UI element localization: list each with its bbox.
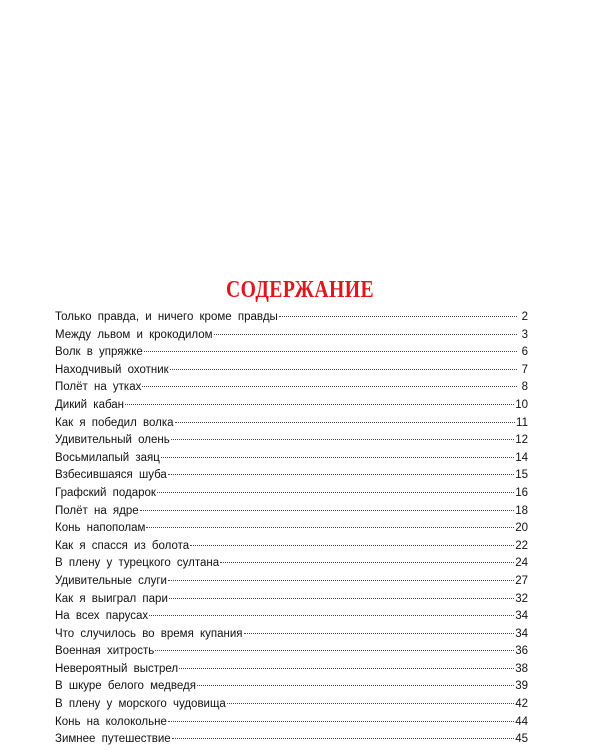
toc-entry-page: 39 [515, 680, 528, 693]
toc-leader-dots [168, 721, 514, 722]
toc-entry-page: 42 [515, 698, 528, 711]
toc-entry [55, 485, 528, 503]
toc-entry-title: Дикий кабан [55, 398, 125, 411]
toc-entry-page: 45 [515, 733, 528, 746]
toc-entry [55, 309, 528, 327]
toc-entry [55, 344, 528, 362]
toc-entry-page: 12 [515, 434, 528, 447]
toc-entry-page: 6 [521, 346, 528, 359]
toc-entry [55, 573, 528, 591]
toc-entry-title: В плену у морского чудовища [55, 698, 226, 711]
toc-entry-page: 27 [515, 574, 528, 587]
toc-entry-title: Восьмилапый заяц [55, 451, 160, 464]
toc-entry [55, 432, 528, 450]
toc-entry-page: 14 [515, 451, 528, 464]
toc-entry-title: Полёт на ядре [55, 504, 139, 517]
toc-entry [55, 503, 528, 521]
toc-entry-page: 22 [515, 539, 528, 552]
toc-entry [55, 714, 528, 732]
toc-entry [55, 362, 528, 380]
toc-entry-title: В плену у турецкого султана [55, 557, 220, 570]
toc-entry-title: Как я победил волка [55, 416, 174, 429]
toc-leader-dots [190, 545, 514, 546]
toc-entry [55, 696, 528, 714]
toc-entry-title: Взбесившаяся шуба [55, 469, 167, 482]
table-of-contents [55, 309, 528, 749]
toc-entry [55, 415, 528, 433]
toc-entry-page: 2 [521, 311, 528, 323]
toc-entry-title: Графский подарок [55, 486, 156, 499]
toc-leader-dots [220, 562, 514, 563]
toc-entry [55, 327, 528, 345]
toc-entry-page: 8 [521, 381, 528, 394]
toc-entry-page: 16 [515, 486, 528, 499]
toc-leader-dots [179, 668, 514, 669]
toc-entry [55, 397, 528, 415]
toc-entry-title: Полёт на утках [55, 381, 142, 394]
toc-entry-page: 44 [515, 715, 528, 728]
toc-leader-dots [227, 703, 514, 704]
toc-leader-dots [279, 316, 517, 317]
toc-entry-page: 24 [515, 557, 528, 570]
toc-entry-page: 34 [515, 627, 528, 640]
toc-entry-title: Находчивый охотник [55, 363, 169, 376]
toc-entry-page: 3 [521, 328, 528, 341]
toc-leader-dots [172, 738, 515, 739]
toc-leader-dots [170, 369, 517, 370]
toc-entry-page: 7 [521, 363, 528, 376]
toc-leader-dots [157, 492, 514, 493]
toc-entry-page: 38 [515, 662, 528, 675]
toc-entry-title: Конь на колокольне [55, 715, 167, 728]
toc-entry [55, 591, 528, 609]
toc-leader-dots [149, 615, 514, 616]
toc-leader-dots [161, 457, 514, 458]
toc-leader-dots [214, 334, 517, 335]
toc-leader-dots [168, 474, 514, 475]
toc-leader-dots [142, 386, 517, 387]
toc-leader-dots [146, 527, 514, 528]
toc-entry-title: Волк в упряжке [55, 346, 143, 359]
toc-entry [55, 538, 528, 556]
toc-entry-title: Что случилось во время купания [55, 627, 243, 640]
toc-entry-title: Зимнее путешествие [55, 733, 171, 746]
toc-leader-dots [155, 650, 514, 651]
toc-leader-dots [125, 404, 514, 405]
toc-leader-dots [175, 422, 516, 423]
toc-entry-page: 36 [515, 645, 528, 658]
toc-leader-dots [168, 580, 514, 581]
toc-entry [55, 678, 528, 696]
toc-entry-title: Конь напополам [55, 522, 146, 535]
toc-entry-page: 34 [515, 610, 528, 623]
toc-entry-page: 18 [515, 504, 528, 517]
toc-entry [55, 608, 528, 626]
toc-entry [55, 467, 528, 485]
page-title: СОДЕРЖАНИЕ [225, 277, 375, 303]
toc-leader-dots [171, 439, 514, 440]
toc-entry-title: Как я выиграл пари [55, 592, 168, 605]
toc-entry-title: Между львом и крокодилом [55, 328, 213, 341]
toc-entry-page: 10 [515, 398, 528, 411]
toc-entry [55, 643, 528, 661]
toc-leader-dots [197, 685, 514, 686]
toc-entry-title: Удивительный олень [55, 434, 170, 447]
toc-entry-title: На всех парусах [55, 610, 149, 623]
toc-entry-page: 20 [515, 522, 528, 535]
toc-entry-page: 32 [515, 592, 528, 605]
toc-entry-title: Удивительные слуги [55, 574, 167, 587]
toc-entry-title: Невероятный выстрел [55, 662, 179, 675]
toc-entry [55, 520, 528, 538]
toc-entry [55, 626, 528, 644]
toc-entry [55, 379, 528, 397]
toc-entry-title: Как я спасся из болота [55, 539, 190, 552]
toc-leader-dots [140, 510, 515, 511]
toc-entry-page: 15 [515, 469, 528, 482]
toc-entry-title: Только правда, и ничего кроме правды [55, 311, 278, 323]
toc-entry-page: 11 [516, 416, 528, 429]
toc-entry [55, 555, 528, 573]
toc-entry-title: Военная хитрость [55, 645, 155, 658]
toc-entry [55, 661, 528, 679]
toc-leader-dots [244, 633, 515, 634]
toc-entry-title: В шкуре белого медведя [55, 680, 196, 693]
toc-leader-dots [169, 598, 514, 599]
toc-leader-dots [144, 351, 517, 352]
toc-entry [55, 450, 528, 468]
toc-entry [55, 731, 528, 749]
